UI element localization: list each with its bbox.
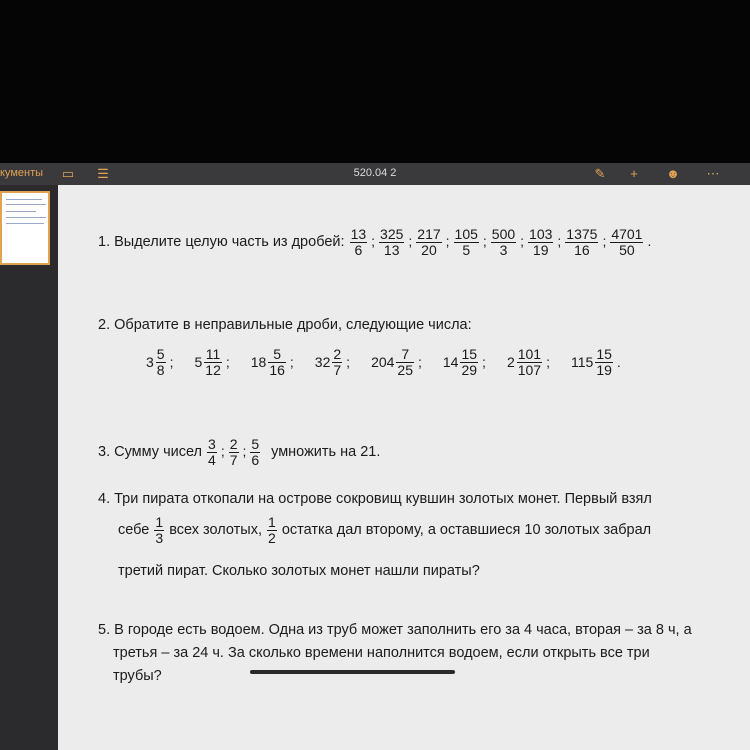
separator: ; xyxy=(371,233,376,250)
fraction xyxy=(207,437,217,467)
fraction xyxy=(350,227,368,257)
app-toolbar xyxy=(0,163,750,185)
whole-part: 5 xyxy=(194,354,203,371)
denominator: 19 xyxy=(596,361,612,378)
numerator: 4701 xyxy=(611,226,643,242)
fraction xyxy=(517,347,542,377)
separator: ; xyxy=(482,354,486,371)
fraction xyxy=(204,347,222,377)
page-thumbnail[interactable] xyxy=(0,191,50,265)
separator: ; xyxy=(220,443,225,460)
denominator: 7 xyxy=(333,361,342,378)
separator: . xyxy=(647,233,652,250)
denominator: 3 xyxy=(499,241,508,258)
task-text: Сумму чисел xyxy=(114,444,203,461)
fraction xyxy=(268,347,286,377)
whole-part: 32 xyxy=(314,354,331,371)
numerator: 217 xyxy=(417,226,441,242)
fraction xyxy=(595,347,613,377)
numerator: 2 xyxy=(229,436,238,452)
document-page xyxy=(58,185,750,750)
denominator: 3 xyxy=(155,529,164,546)
mixed-number xyxy=(315,347,353,377)
thumbnail-line xyxy=(6,223,44,224)
task-text: Обратите в неправильные дроби, следующие числа: xyxy=(114,317,472,333)
list-icon[interactable]: ☰ xyxy=(97,166,109,181)
numerator: 1375 xyxy=(566,226,598,242)
task-4-line-3: третий пират. Сколько золотых монет нашли пираты? xyxy=(118,563,480,579)
separator xyxy=(264,443,268,459)
denominator: 50 xyxy=(619,241,635,258)
numerator: 1 xyxy=(268,514,276,530)
task-text: всех золотых, xyxy=(169,522,262,539)
whole-part: 2 xyxy=(506,354,515,371)
separator: ; xyxy=(520,233,525,250)
task-5-line-1: 5. В городе есть водоем. Одна из труб может заполнить его за 4 часа, вторая – за 8 ч, а xyxy=(98,622,692,638)
fraction xyxy=(491,227,516,257)
pen-icon[interactable]: ✎ xyxy=(594,166,606,181)
denominator: 29 xyxy=(461,361,478,378)
fraction xyxy=(565,227,598,257)
task-2 xyxy=(98,317,472,333)
separator: ; xyxy=(602,233,607,250)
mixed-number-list xyxy=(146,347,642,377)
whole-part: 115 xyxy=(570,354,594,371)
whole-part: 18 xyxy=(250,354,267,371)
documents-back-button[interactable]: кументы xyxy=(0,167,44,179)
separator: ; xyxy=(418,354,422,371)
fraction xyxy=(460,347,478,377)
fraction xyxy=(454,227,479,257)
page-thumbnail-sidebar xyxy=(0,185,58,750)
numerator: 101 xyxy=(517,346,542,362)
task-5-line-3: трубы? xyxy=(113,668,162,684)
collaborate-icon[interactable]: ☻ xyxy=(666,166,680,181)
task-number: 3. xyxy=(98,444,111,461)
task-text: умножить на 21. xyxy=(271,444,381,461)
separator: ; xyxy=(346,354,351,371)
denominator: 6 xyxy=(251,451,260,468)
denominator: 5 xyxy=(462,241,471,258)
thumbnail-line xyxy=(6,204,46,205)
mixed-number xyxy=(507,347,553,377)
task-number: 1. xyxy=(98,234,111,251)
thumbnail-line xyxy=(6,199,42,200)
mixed-number xyxy=(571,347,624,377)
mixed-number xyxy=(194,347,232,377)
numerator: 15 xyxy=(461,346,478,362)
document-title: 520.04 2 xyxy=(353,167,397,179)
denominator: 16 xyxy=(574,241,590,258)
denominator: 8 xyxy=(156,361,165,378)
task-number: 2. xyxy=(98,317,111,333)
separator: ; xyxy=(408,233,413,250)
separator: ; xyxy=(289,354,294,371)
numerator: 103 xyxy=(529,226,553,242)
numerator: 1 xyxy=(155,514,164,530)
separator: ; xyxy=(169,354,174,371)
numerator: 11 xyxy=(205,346,221,362)
whole-part: 204 xyxy=(371,354,395,371)
fraction xyxy=(154,515,164,545)
denominator: 7 xyxy=(229,451,238,468)
denominator: 6 xyxy=(354,241,363,258)
task-text: Три пирата откопали на острове сокровищ кувшин золотых монет. Первый взял xyxy=(114,491,652,507)
fraction xyxy=(416,227,441,257)
numerator: 3 xyxy=(208,436,216,452)
numerator: 325 xyxy=(380,226,404,242)
denominator: 2 xyxy=(268,529,276,546)
separator: ; xyxy=(557,233,562,250)
fraction xyxy=(156,347,166,377)
task-5-line-2: третья – за 24 ч. За сколько времени наполнится водоем, если открыть все три xyxy=(113,645,650,661)
denominator: 12 xyxy=(205,361,221,378)
numerator: 2 xyxy=(333,346,342,362)
whole-part: 3 xyxy=(146,354,154,371)
separator: . xyxy=(616,354,621,371)
separator: ; xyxy=(242,443,247,460)
fraction xyxy=(379,227,404,257)
whole-part: 14 xyxy=(442,354,459,371)
task-1 xyxy=(98,227,654,257)
numerator: 105 xyxy=(454,226,478,242)
separator: ; xyxy=(546,354,550,371)
fraction xyxy=(396,347,414,377)
numerator: 13 xyxy=(350,226,367,242)
denominator: 107 xyxy=(517,361,542,378)
denominator: 13 xyxy=(383,241,400,258)
separator: ; xyxy=(482,233,487,250)
denominator: 4 xyxy=(208,451,216,468)
task-text: себе xyxy=(118,522,150,539)
home-indicator[interactable] xyxy=(250,670,455,674)
fraction xyxy=(610,227,643,257)
mixed-number xyxy=(443,347,489,377)
task-3 xyxy=(98,437,380,467)
thumbnail-line xyxy=(6,217,46,218)
task-4-line-2 xyxy=(118,515,651,545)
task-4 xyxy=(98,488,652,510)
denominator: 20 xyxy=(421,241,437,258)
numerator: 7 xyxy=(396,347,414,363)
fraction xyxy=(332,347,342,377)
more-icon[interactable]: ⋯ xyxy=(706,166,720,181)
task-number: 4. xyxy=(98,491,111,507)
fraction xyxy=(250,437,260,467)
fraction-list xyxy=(206,436,271,468)
mixed-number xyxy=(371,347,425,377)
numerator: 5 xyxy=(156,346,165,362)
thumbnail-line xyxy=(6,211,36,212)
fraction xyxy=(267,515,277,545)
denominator: 19 xyxy=(532,241,549,258)
separator: ; xyxy=(225,354,230,371)
plus-icon[interactable]: + xyxy=(630,166,638,181)
mixed-number xyxy=(146,347,176,377)
sidebar-icon[interactable]: ▭ xyxy=(61,166,75,181)
numerator: 5 xyxy=(251,436,260,452)
numerator: 5 xyxy=(268,347,286,363)
denominator: 16 xyxy=(269,361,285,378)
numerator: 500 xyxy=(491,226,516,242)
separator: ; xyxy=(445,233,450,250)
denominator: 25 xyxy=(397,361,413,378)
task-text: остатка дал второму, а оставшиеся 10 золотых забрал xyxy=(281,522,652,539)
fraction xyxy=(229,437,239,467)
fraction xyxy=(528,227,553,257)
task-text: Выделите целую часть из дробей: xyxy=(114,234,345,251)
fraction-list xyxy=(349,226,655,258)
numerator: 15 xyxy=(596,346,612,362)
mixed-number xyxy=(251,347,297,377)
